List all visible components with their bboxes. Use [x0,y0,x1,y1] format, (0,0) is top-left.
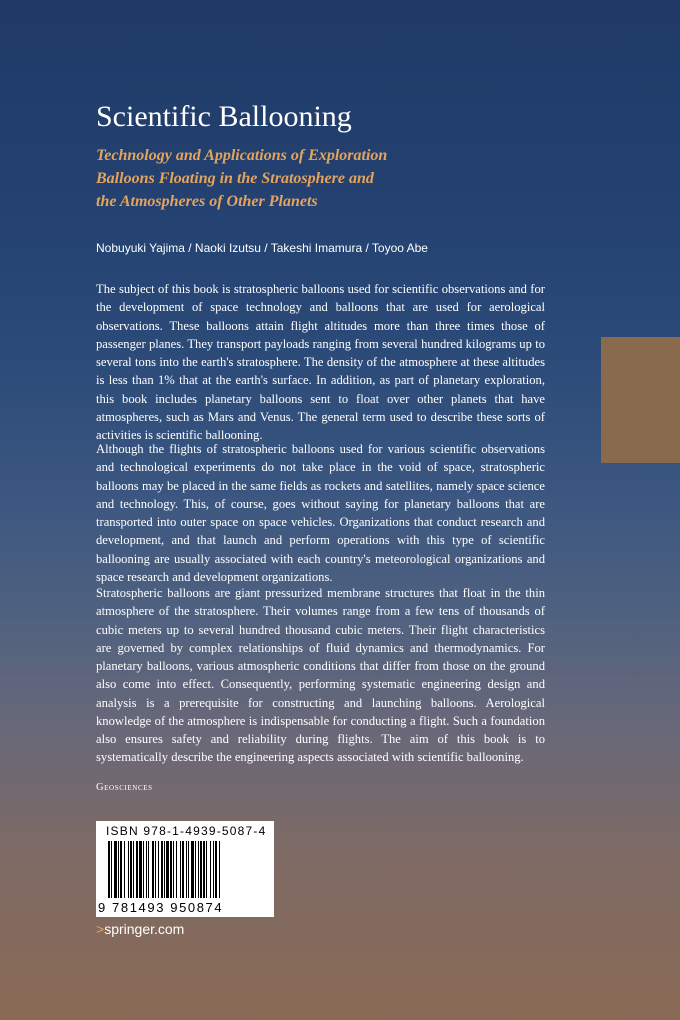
barcode-bar [220,841,221,898]
isbn-label: ISBN 978-1-4939-5087-4 [106,824,267,838]
publisher-chevron: > [96,921,105,937]
barcode-bars [108,841,266,898]
spine-color-tab [601,337,680,463]
subject-category: Geosciences [96,782,153,793]
isbn-barcode [96,821,274,917]
book-title: Scientific Ballooning [96,100,352,133]
description-paragraph-2: Although the flights of stratospheric balloons used for various scientific observations and technological experiments do not take place in the void of space, stratospheric balloons may be placed in the same fields as rockets and satellites, namely space science and technology. This, of course, goes without saying for planetary balloons that are transported into outer space on space vehicles. Organizations that conduct research and development, and that launch and perform operations with this type of scientific ballooning are usually associated with each country's meteorological organizations and space research and development organizations. [96,442,545,584]
publisher-name: springer.com [104,921,185,937]
book-authors: Nobuyuki Yajima / Naoki Izutsu / Takeshi Imamura / Toyoo Abe [96,241,428,255]
description-paragraph-3: Stratospheric balloons are giant pressurized membrane structures that float in the thin atmosphere of the stratosphere. Their volumes range from a few tens of thousands of cubic meters up to several hundred thousand cubic meters. Their flight characteristics are governed by complex relationships of fluid dynamics and thermodynamics. For planetary balloons, various atmospheric conditions that differ from those on the ground also come into effect. Consequently, performing systematic engineering design and analysis is a prerequisite for constructing and launching balloons. Aerological knowledge of the atmosphere is indispensable for conducting a flight. Such a foundation also ensures safety and reliability during flights. The aim of this book is to systematically describe the engineering aspects associated with scientific ballooning. [96,586,545,765]
book-subtitle: Technology and Applications of Exploration Balloons Floating in the Stratosphere and the Atmospheres of Other Planets [96,147,388,210]
description-paragraph-1: The subject of this book is stratospheric balloons used for scientific observations and for the development of space technology and balloons that are used for aerological observations. These balloons attain flight altitudes more than three times those of passenger planes. They transport payloads ranging from several hundred kilograms up to several tons into the earth's stratosphere. The density of the atmosphere at these altitudes is less than 1% that at the earth's surface. In addition, as part of planetary exploration, this book includes planetary balloons sent to float over other planets that have atmospheres, such as Mars and Venus. The general term used to describe these sorts of activities is scientific ballooning. [96,282,545,442]
publisher-url[interactable] [96,921,184,937]
barcode-digits: 9 781493 950874 [98,900,224,915]
